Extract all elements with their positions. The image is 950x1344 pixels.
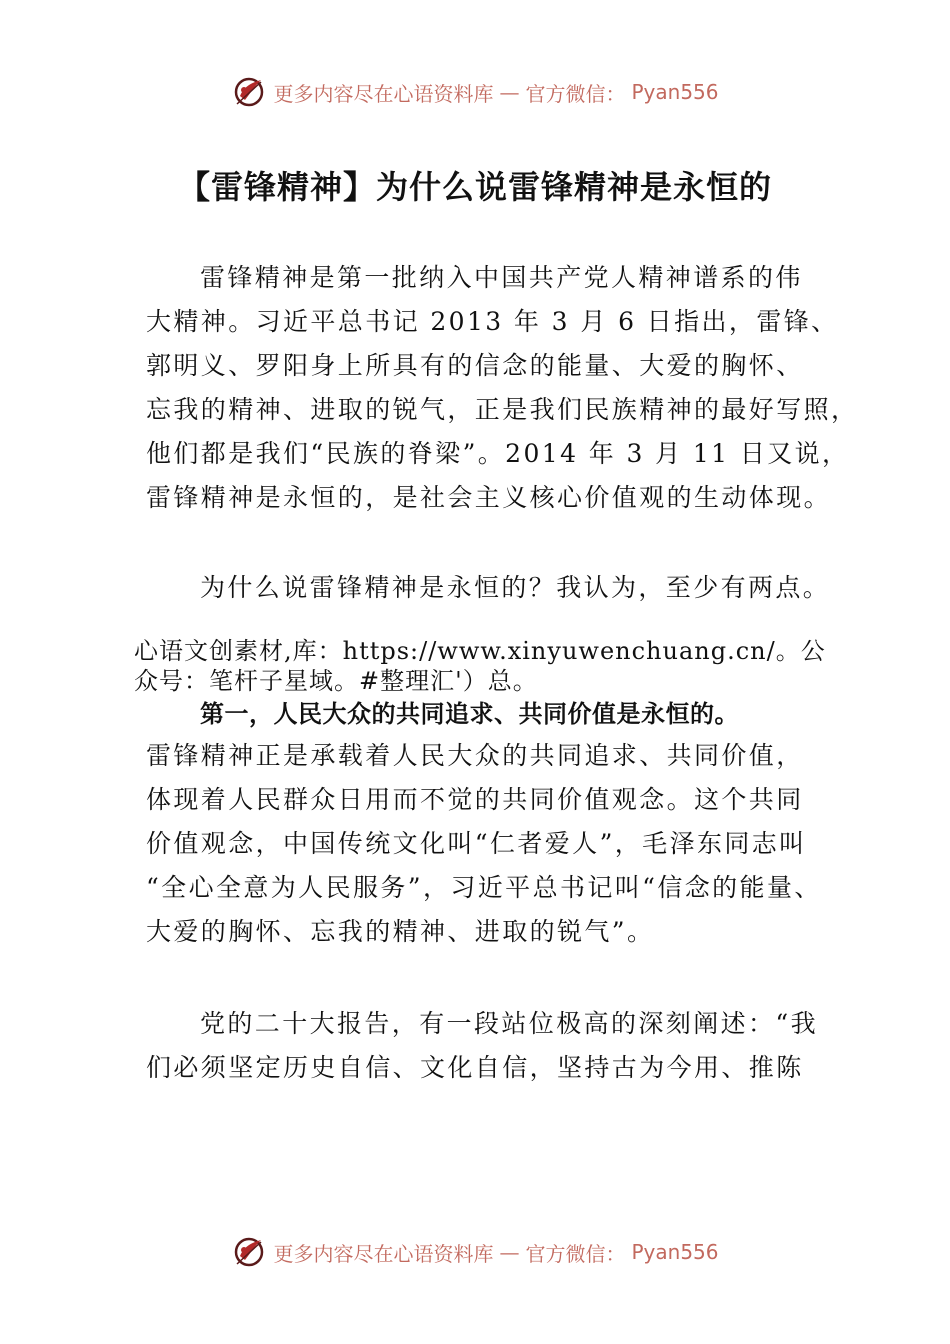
watermark-contact-label: 官方微信：	[525, 81, 626, 106]
watermark-contact-id: Pyan556	[631, 1240, 719, 1264]
footer-watermark	[0, 1234, 950, 1270]
paragraph-line: 雷锋精神是永恒的，是社会主义核心价值观的生动体现。	[146, 483, 832, 512]
source-note	[134, 636, 834, 696]
watermark-text: 更多内容尽在心语资料库	[273, 81, 494, 106]
paragraph-3	[146, 734, 826, 954]
paragraph-line: 大爱的胸怀、忘我的精神、进取的锐气”。	[146, 917, 655, 946]
paragraph-line: 他们都是我们“民族的脊梁”。2014 年 3 月 11 日又说，	[146, 439, 850, 468]
paragraph-line: 雷锋精神正是承载着人民大众的共同追求、共同价值，	[146, 741, 804, 770]
watermark-separator: —	[499, 1240, 520, 1264]
paragraph-line: 大精神。习近平总书记 2013 年 3 月 6 日指出，雷锋、	[146, 307, 839, 336]
document-title: 【雷锋精神】为什么说雷锋精神是永恒的	[177, 168, 772, 206]
paragraph-2	[146, 566, 831, 610]
paragraph-line: 忘我的精神、进取的锐气，正是我们民族精神的最好写照，	[146, 395, 859, 424]
note-line: 心语文创素材,库：https://www.xinyuwenchuang.cn/。公	[134, 637, 826, 665]
watermark-separator: —	[499, 80, 520, 104]
paragraph-line: 价值观念，中国传统文化叫“仁者爱人”，毛泽东同志叫	[146, 829, 807, 858]
watermark-contact-id: Pyan556	[631, 80, 719, 104]
paragraph-line: “全心全意为人民服务”，习近平总书记叫“信念的能量、	[146, 873, 822, 902]
header-watermark	[0, 74, 950, 110]
paragraph-line: 体现着人民群众日用而不觉的共同价值观念。这个共同	[146, 785, 804, 814]
paragraph-line: 郭明义、罗阳身上所具有的信念的能量、大爱的胸怀、	[146, 351, 804, 380]
paragraph-line: 为什么说雷锋精神是永恒的？我认为，至少有两点。	[200, 573, 831, 602]
paragraph-line: 们必须坚定历史自信、文化自信，坚持古为今用、推陈	[146, 1053, 804, 1082]
watermark-contact-label: 官方微信：	[525, 1241, 626, 1266]
paragraph-4	[146, 1002, 826, 1090]
watermark-text: 更多内容尽在心语资料库	[273, 1241, 494, 1266]
paragraph-line: 雷锋精神是第一批纳入中国共产党人精神谱系的伟	[200, 263, 803, 292]
note-line: 众号：笔杆子星域。#整理汇'）总。	[134, 667, 538, 695]
paragraph-line: 党的二十大报告，有一段站位极高的深刻阐述：“我	[200, 1009, 818, 1038]
paragraph-1	[146, 256, 859, 520]
brand-logo-icon	[231, 1234, 267, 1270]
brand-logo-icon	[231, 74, 267, 110]
section-heading-1: 第一，人民大众的共同追求、共同价值是永恒的。	[200, 700, 739, 728]
